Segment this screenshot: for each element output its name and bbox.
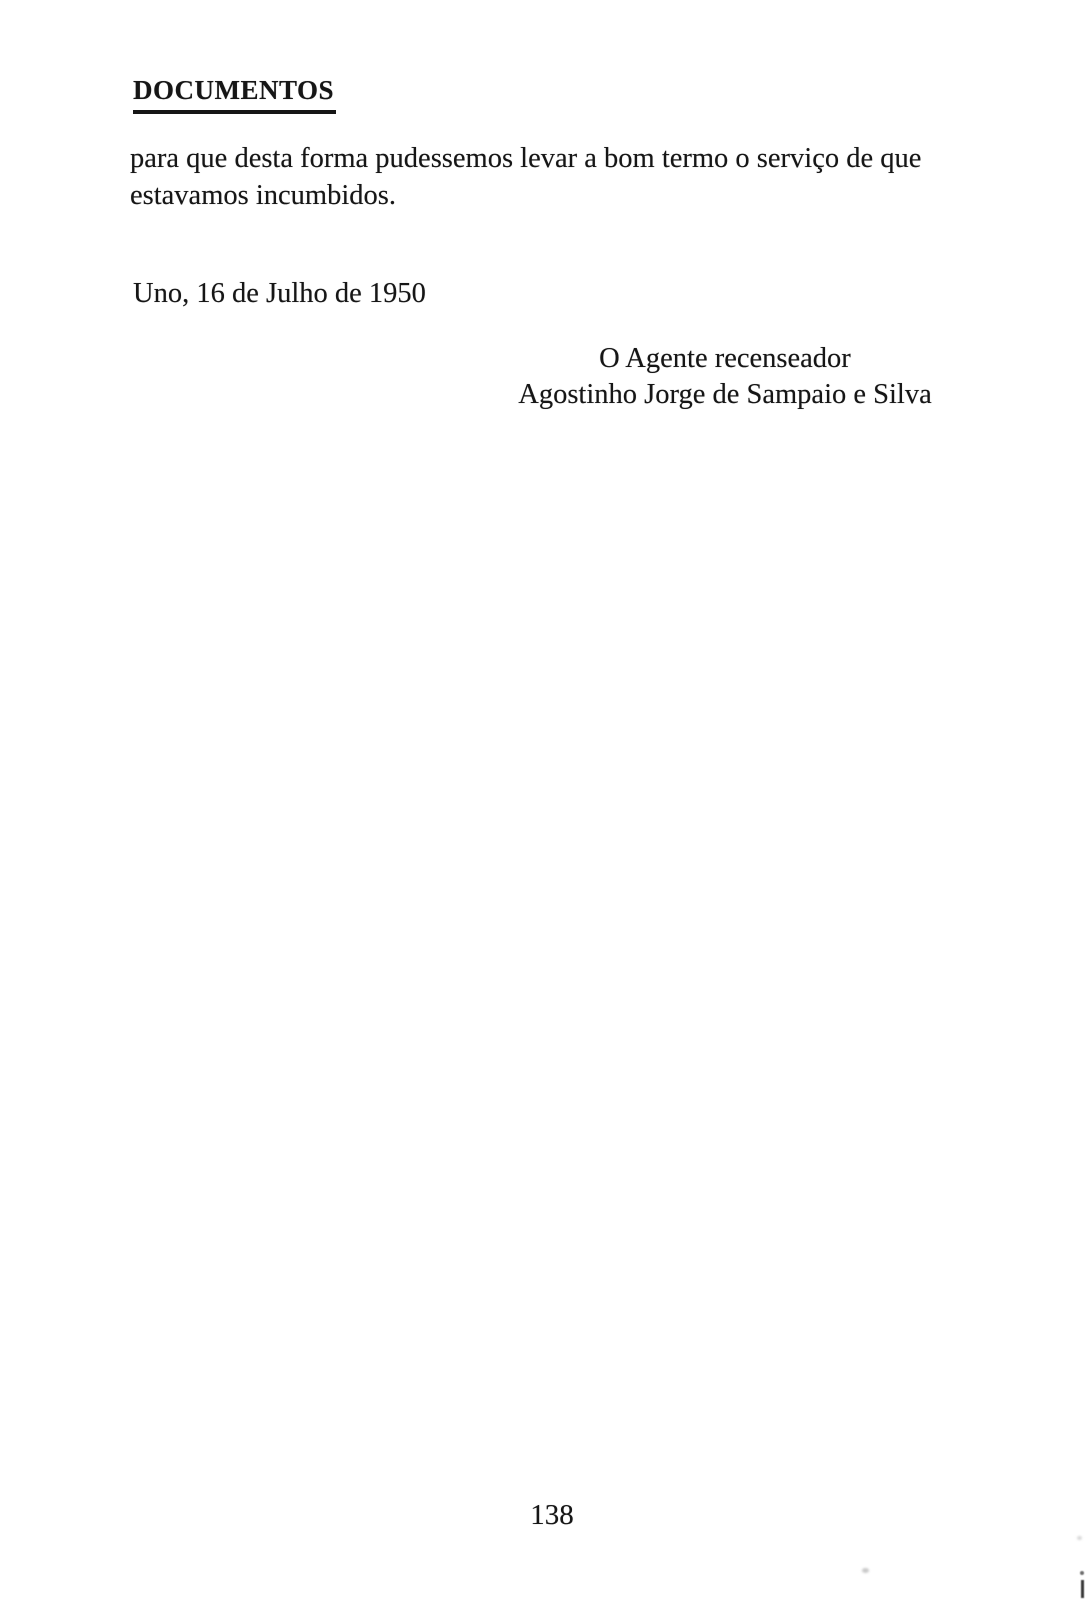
scan-artifact-speck — [862, 1568, 869, 1573]
section-heading: DOCUMENTOS — [133, 76, 336, 114]
page-number: 138 — [530, 1499, 574, 1531]
signature-role: O Agente recenseador — [599, 343, 851, 374]
scan-artifact-edge-dot — [1080, 1571, 1084, 1575]
signature-block — [375, 341, 1075, 413]
dateline: Uno, 16 de Julho de 1950 — [133, 278, 426, 309]
scan-artifact-edge-stroke — [1081, 1580, 1084, 1598]
scan-artifact-speck — [1077, 1536, 1082, 1540]
body-paragraph: para que desta forma pudessemos levar a bom termo o serviço de que estavamos incumbidos. — [130, 143, 922, 211]
signature-name: Agostinho Jorge de Sampaio e Silva — [518, 379, 932, 410]
